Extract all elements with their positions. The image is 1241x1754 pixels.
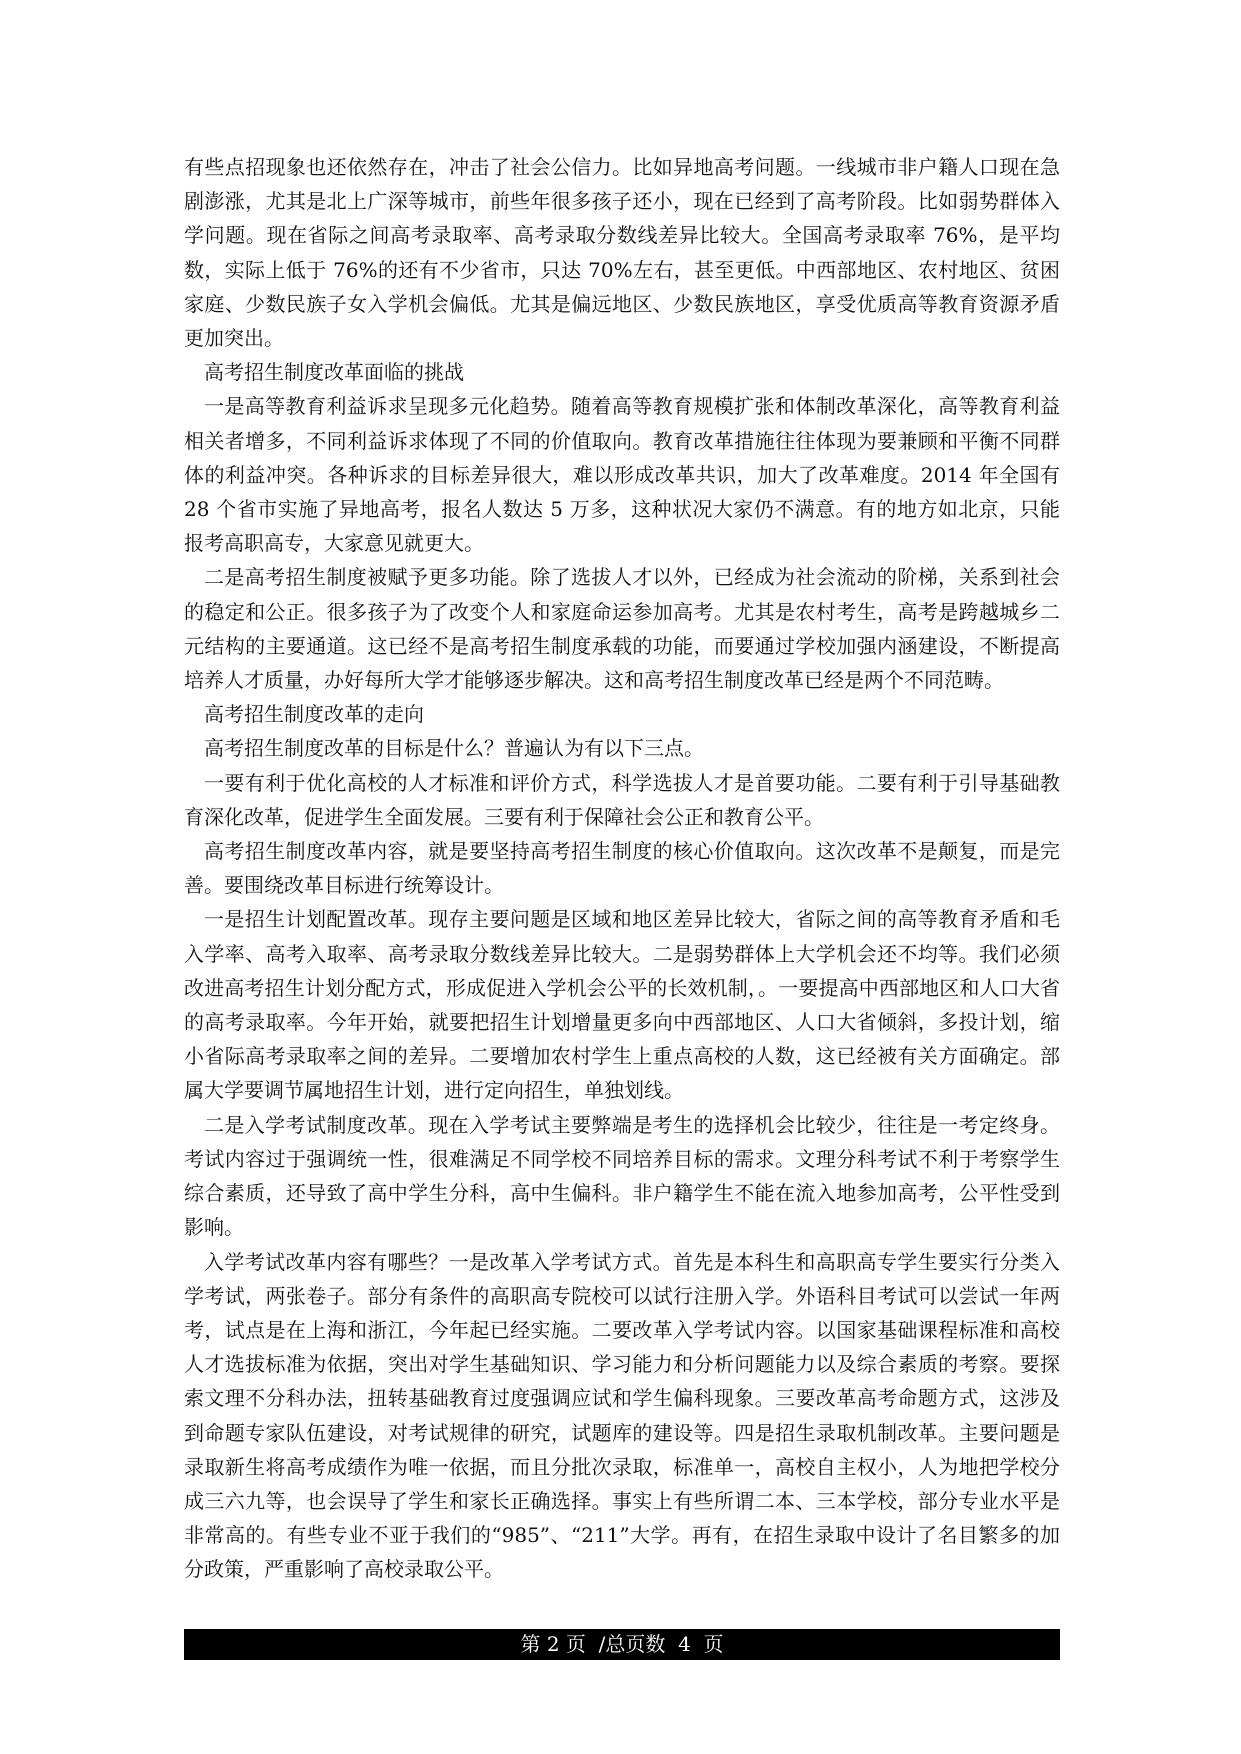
document-body [184,150,1060,1587]
paragraph: 一是高等教育利益诉求呈现多元化趋势。随着高等教育规模扩张和体制改革深化，高等教育利益相关者增多，不同利益诉求体现了不同的价值取向。教育改革措施往往体现为要兼顾和平衡不同群体的利益冲突。各种诉求的目标差异很大，难以形成改革共识，加大了改革难度。2014 年全国有 28 个省市实施了异地高考，报名人数达 5 万多，这种状况大家仍不满意。有的地方如北京，只能报考高职高专，大家意见就更大。 [184,394,1060,556]
paragraph: 高考招生制度改革的目标是什么？普遍认为有以下三点。 [204,736,704,761]
paragraph: 一要有利于优化高校的人才标准和评价方式，科学选拔人才是首要功能。二要有利于引导基础教育深化改革，促进学生全面发展。三要有利于保障社会公正和教育公平。 [184,770,1060,829]
section-heading: 高考招生制度改革面临的挑战 [204,360,464,385]
paragraph: 入学考试改革内容有哪些？一是改革入学考试方式。首先是本科生和高职高专学生要实行分类入学考试，两张卷子。部分有条件的高职高专院校可以试行注册入学。外语科目考试可以尝试一年两考，试点是在上海和浙江，今年起已经实施。二要改革入学考试内容。以国家基础课程标准和高校人才选拔标准为依据，突出对学生基础知识、学习能力和分析问题能力以及综合素质的考察。要探索文理不分科办法，扭转基础教育过度强调应试和学生偏科现象。三要改革高考命题方式，这涉及到命题专家队伍建设，对考试规律的研究，试题库的建设等。四是招生录取机制改革。主要问题是录取新生将高考成绩作为唯一依据，而且分批次录取，标准单一，高校自主权小，人为地把学校分成三六九等，也会误导了学生和家长正确选择。事实上有些所谓二本、三本学校，部分专业水平是非常高的。有些专业不亚于我们的“985”、“211”大学。再有，在招生录取中设计了名目繁多的加分政策，严重影响了高校录取公平。 [184,1249,1060,1582]
paragraph: 一是招生计划配置改革。现存主要问题是区域和地区差异比较大，省际之间的高等教育矛盾和毛入学率、高考入取率、高考录取分数线差异比较大。二是弱势群体上大学机会还不均等。我们必须改进高考招生计划分配方式，形成促进入学机会公平的长效机制，。一要提高中西部地区和人口大省的高考录取率。今年开始，就要把招生计划增量更多向中西部地区、人口大省倾斜，多投计划，缩小省际高考录取率之间的差异。二要增加农村学生上重点高校的人数，这已经被有关方面确定。部属大学要调节属地招生计划，进行定向招生，单独划线。 [184,907,1060,1103]
paragraph: 二是高考招生制度被赋予更多功能。除了选拔人才以外，已经成为社会流动的阶梯，关系到社会的稳定和公正。很多孩子为了改变个人和家庭命运参加高考。尤其是农村考生，高考是跨越城乡二元结构的主要通道。这已经不是高考招生制度承载的功能，而要通过学校加强内涵建设，不断提高培养人才质量，办好每所大学才能够逐步解决。这和高考招生制度改革已经是两个不同范畴。 [184,565,1060,693]
paragraph: 二是入学考试制度改革。现在入学考试主要弊端是考生的选择机会比较少，往往是一考定终身。考试内容过于强调统一性，很难满足不同学校不同培养目标的需求。文理分科考试不利于考察学生综合素质，还导致了高中学生分科，高中生偏科。非户籍学生不能在流入地参加高考，公平性受到影响。 [184,1112,1060,1240]
page-footer [184,1629,1060,1660]
page-number: 第 2 页 /总页数 4 页 [520,1632,724,1656]
paragraph: 有些点招现象也还依然存在，冲击了社会公信力。比如异地高考问题。一线城市非户籍人口现在急剧澎涨，尤其是北上广深等城市，前些年很多孩子还小，现在已经到了高考阶段。比如弱势群体入学问题。现在省际之间高考录取率、高考录取分数线差异比较大。全国高考录取率 76%，是平均数，实际上低于 76%的还有不少省市，只达 70%左右，甚至更低。中西部地区、农村地区、贫困家庭、少数民族子女入学机会偏低。尤其是偏远地区、少数民族地区，享受优质高等教育资源矛盾更加突出。 [184,155,1060,351]
section-heading: 高考招生制度改革的走向 [204,702,424,727]
paragraph: 高考招生制度改革内容，就是要坚持高考招生制度的核心价值取向。这次改革不是颠复，而是完善。要围绕改革目标进行统筹设计。 [184,839,1060,898]
